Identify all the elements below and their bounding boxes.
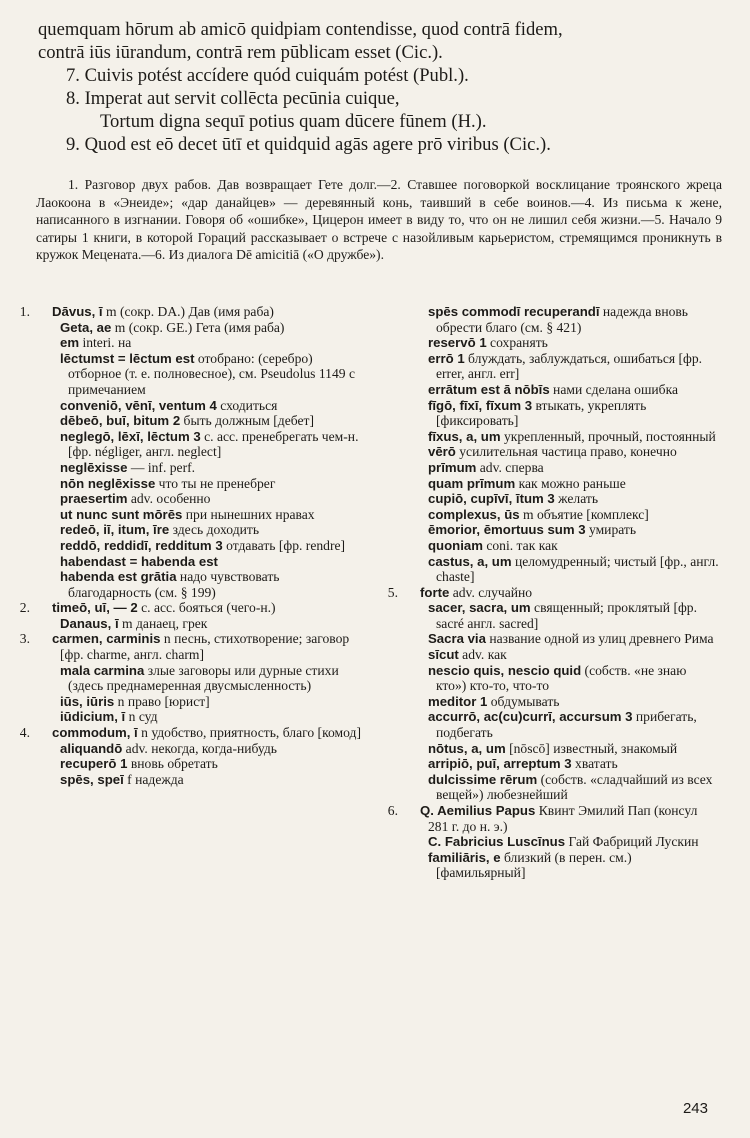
- definition: сходиться: [216, 397, 278, 413]
- headword: conveniō, vēnī, ventum 4: [60, 397, 217, 413]
- headword: complexus, ūs: [428, 506, 520, 522]
- headword: iūs, iūris: [60, 693, 115, 709]
- definition: Гай Фабриций Лускин: [565, 834, 699, 850]
- vocab-entry: [34, 398, 362, 414]
- definition: прибегать, подбегать: [436, 709, 697, 741]
- headword: sīcut: [428, 647, 459, 663]
- headword: em: [60, 335, 80, 351]
- quote-line: Tortum digna sequī potius quam dūcere fūnem (H.).: [100, 111, 487, 132]
- headword: recuperō 1: [60, 756, 128, 772]
- definition: священный; проклятый [фр. sacré англ. sacred]: [436, 600, 698, 631]
- headword: carmen, carminis: [52, 631, 161, 647]
- vocab-entry: [34, 569, 362, 600]
- definition: близкий (в перен. см.) [фамильярный]: [436, 849, 632, 881]
- definition: блуждать, заблуждаться, ошибаться [фр. errer, англ. err]: [436, 350, 703, 382]
- vocab-entry: [19, 631, 362, 663]
- vocab-entry: [402, 554, 720, 585]
- vocab-entry: [19, 725, 362, 741]
- headword: iūdicium, ī: [60, 709, 126, 725]
- headword: C. Fabricius Luscīnus: [428, 834, 566, 850]
- headword: nōtus, a, um: [428, 740, 506, 756]
- definition: при нынешних нравах: [182, 506, 315, 522]
- definition: что ты не пренебрег: [155, 475, 276, 491]
- vocab-entry: [402, 491, 720, 507]
- vocab-entry: [34, 522, 362, 538]
- vocab-entry: [34, 335, 362, 351]
- headword: mala carmina: [60, 662, 145, 678]
- quote-line: quemquam hōrum ab amicō quidpiam contendisse, quod contrā fidem,: [38, 19, 563, 40]
- entry-number: 1.: [19, 304, 30, 319]
- vocab-entry: [34, 320, 362, 336]
- entry-number: 5.: [387, 584, 398, 600]
- headword: castus, a, um: [428, 553, 512, 569]
- definition: adv. особенно: [127, 491, 211, 507]
- vocab-entry: [34, 460, 362, 476]
- headword: reddō, reddidī, redditum 3: [60, 537, 223, 553]
- definition: название одной из улиц древнего Рима: [485, 631, 714, 647]
- headword: habenda est grātia: [60, 569, 177, 585]
- definition: (собств. «сладчайший из всех вещей») любезнейший: [436, 771, 713, 803]
- definition: быть должным [дебет]: [180, 413, 314, 429]
- vocab-entry: [402, 429, 720, 445]
- definition: укрепленный, прочный, постоянный: [500, 428, 716, 444]
- headword: redeō, iī, itum, īre: [60, 522, 170, 538]
- headword: spēs commodī recuperandī: [428, 304, 600, 319]
- definition: нами сделана ошибка: [549, 381, 679, 397]
- headword: nōn neglēxisse: [60, 475, 156, 491]
- vocab-entry: [402, 382, 720, 398]
- definition: сохранять: [486, 335, 548, 351]
- page-number: 243: [682, 1100, 708, 1117]
- definition: злые заговоры или дурные стихи (здесь преднамеренная двусмысленность): [68, 662, 339, 694]
- headword: meditor 1: [428, 693, 488, 709]
- quote-line: 8. Imperat aut servit collēcta pecūnia cuique,: [66, 88, 400, 109]
- vocab-entry: [402, 663, 720, 694]
- vocab-entry: [402, 460, 720, 476]
- quote-line: 9. Quod est eō decet ūtī et quidquid agās agere prō viribus (Cic.).: [66, 134, 551, 155]
- definition: вновь обретать: [127, 756, 218, 772]
- vocab-entry: [34, 756, 362, 772]
- definition: interi. на: [79, 335, 132, 351]
- headword: ēmorior, ēmortuus sum 3: [428, 522, 586, 538]
- headword: aliquandō: [60, 740, 123, 756]
- vocab-entry: [402, 522, 720, 538]
- headword: Danaus, ī: [60, 615, 119, 631]
- definition: n песнь, стихотворение; заговор [фр. charme, англ. charm]: [60, 631, 350, 663]
- definition: хватать: [571, 756, 618, 772]
- definition: (собств. «не знаю кто») кто-то, что-то: [436, 662, 687, 694]
- quote-line: contrā iūs iūrandum, contrā rem pūblicam esset (Cic.).: [38, 42, 443, 63]
- vocab-entry: [402, 476, 720, 492]
- definition: m данаец, грек: [118, 615, 208, 631]
- definition: m (сокр. DA.) Дав (имя раба): [102, 304, 274, 319]
- definition: отобрано: (серебро) отборное (т. е. полновесное), см. Pseudolus 1149 с примечанием: [68, 350, 355, 397]
- headword: forte: [420, 584, 450, 600]
- vocab-entry: [387, 803, 720, 834]
- definition: отдавать [фр. rendre]: [222, 537, 346, 553]
- headword: errātum est ā nōbīs: [428, 381, 550, 397]
- headword: familiāris, e: [428, 849, 501, 865]
- definition: adv. как: [458, 647, 507, 663]
- vocab-entry: [34, 554, 362, 570]
- definition: надо чувствовать благодарность (см. § 199): [68, 569, 280, 600]
- headword: dēbeō, buī, bitum 2: [60, 413, 181, 429]
- headword: sacer, sacra, um: [428, 600, 531, 616]
- headword: lēctumst = lēctum est: [60, 350, 195, 366]
- vocab-entry: [34, 491, 362, 507]
- vocab-entry: [19, 304, 362, 320]
- entry-number: 4.: [19, 725, 30, 741]
- headword: vērō: [428, 444, 456, 460]
- headword: fīxus, a, um: [428, 428, 501, 444]
- entry-number: 6.: [387, 803, 398, 818]
- vocab-entry: [402, 507, 720, 523]
- definition: n право [юрист]: [114, 693, 210, 709]
- entry-number: 2.: [19, 600, 30, 616]
- latin-quotations: [38, 18, 738, 156]
- headword: prīmum: [428, 459, 477, 475]
- definition: усилительная частица право, конечно: [455, 444, 677, 460]
- vocab-entry: [402, 772, 720, 803]
- headword: Geta, ae: [60, 319, 112, 335]
- headword: Sacra via: [428, 631, 486, 647]
- headword: accurrō, ac(cu)currī, accursum 3: [428, 709, 633, 725]
- headword: praesertim: [60, 491, 128, 507]
- definition: Квинт Эмилий Пап (консул 281 г. до н. э.): [428, 803, 698, 834]
- vocab-entry: [34, 772, 362, 788]
- headword: nescio quis, nescio quid: [428, 662, 582, 678]
- vocab-entry: [402, 444, 720, 460]
- vocab-entry: [402, 398, 720, 429]
- vocab-entry: [34, 507, 362, 523]
- vocab-entry: [402, 741, 720, 757]
- vocab-entry: [402, 351, 720, 382]
- vocab-entry: [402, 694, 720, 710]
- headword: habendast = habenda est: [60, 553, 218, 569]
- vocab-entry: [34, 616, 362, 632]
- headword: spēs, speī: [60, 771, 124, 787]
- vocab-entry: [402, 538, 720, 554]
- headword: reservō 1: [428, 335, 487, 351]
- commentary-notes: 1. Разговор двух рабов. Дав возвращает Гете долг.—2. Ставшее поговоркой восклицание троянского жреца Лаокоона в «Энеиде»; «дар данайцев» — деревянный конь, таивший в себе воинов.—4. Из письма к жене, написанного в изгнании. Говоря об «ошибке», Цицерон имеет в виду то, что он не лишил себя жизни.—5. Начало 9 сатиры 1 книги, в которой Гораций рассказывает о встрече с назойливым карьеристом, стремящимся проникнуть в кружок Мецената.—6. Из диалога Dē amicitiā («О дружбе»).: [36, 177, 722, 263]
- vocabulary-left-column: [19, 304, 362, 787]
- quote-line: 7. Cuivis potést accídere quód cuiquám potést (Publ.).: [66, 65, 469, 86]
- headword: neglegō, lēxī, lēctum 3: [60, 428, 201, 444]
- vocab-entry: [402, 647, 720, 663]
- definition: adv. некогда, когда-нибудь: [122, 740, 277, 756]
- definition: умирать: [585, 522, 637, 538]
- definition: целомудренный; чистый [фр., англ. chaste]: [436, 553, 719, 585]
- vocab-entry: [34, 709, 362, 725]
- definition: желать: [554, 491, 599, 507]
- vocab-entry: [402, 756, 720, 772]
- vocab-entry: [34, 429, 362, 460]
- definition: надежда вновь обрести благо (см. § 421): [436, 304, 689, 335]
- definition: adv. случайно: [449, 584, 533, 600]
- vocab-entry: [402, 600, 720, 631]
- definition: обдумывать: [487, 693, 560, 709]
- headword: commodum, ī: [52, 725, 138, 741]
- entry-number: 3.: [19, 631, 30, 647]
- vocab-entry: [34, 741, 362, 757]
- headword: ut nunc sunt mōrēs: [60, 506, 183, 522]
- headword: Q. Aemilius Papus: [420, 803, 536, 818]
- headword: errō 1: [428, 350, 465, 366]
- definition: c. acc. пренебрегать чем-н. [фр. négliger, англ. neglect]: [68, 428, 359, 460]
- vocab-entry: [34, 538, 362, 554]
- vocab-entry: [402, 304, 720, 335]
- definition: n суд: [125, 709, 158, 725]
- headword: quam prīmum: [428, 475, 516, 491]
- definition: adv. сперва: [476, 459, 544, 475]
- definition: [nōscō] известный, знакомый: [505, 740, 678, 756]
- vocab-entry: [34, 413, 362, 429]
- headword: dulcissime rērum: [428, 771, 538, 787]
- headword: neglēxisse: [60, 459, 128, 475]
- definition: coni. так как: [482, 537, 558, 553]
- definition: втыкать, укреплять [фиксировать]: [436, 397, 647, 429]
- vocab-entry: [402, 709, 720, 740]
- definition: f надежда: [123, 771, 184, 787]
- vocab-entry: [402, 850, 720, 881]
- vocab-entry: [19, 600, 362, 616]
- vocab-entry: [402, 335, 720, 351]
- headword: quoniam: [428, 537, 483, 553]
- headword: fīgō, fīxī, fīxum 3: [428, 397, 533, 413]
- definition: m (сокр. GE.) Гета (имя раба): [111, 319, 285, 335]
- vocab-entry: [34, 476, 362, 492]
- definition: n удобство, приятность, благо [комод]: [137, 725, 361, 741]
- vocab-entry: [387, 584, 720, 601]
- definition: как можно раньше: [515, 475, 626, 491]
- definition: m объятие [комплекс]: [519, 506, 649, 522]
- definition: c. acc. бояться (чего-н.): [137, 600, 276, 616]
- vocab-entry: [34, 694, 362, 710]
- headword: Dāvus, ī: [52, 304, 103, 319]
- vocab-entry: [402, 631, 720, 647]
- headword: arripiō, puī, arreptum 3: [428, 756, 572, 772]
- definition: — inf. perf.: [127, 459, 196, 475]
- vocab-entry: [34, 351, 362, 398]
- vocab-entry: [34, 663, 362, 694]
- definition: здесь доходить: [169, 522, 260, 538]
- headword: timeō, uī, — 2: [52, 600, 138, 616]
- headword: cupiō, cupīvī, ītum 3: [428, 491, 555, 507]
- vocabulary-right-column: [387, 304, 720, 881]
- vocab-entry: [402, 834, 720, 850]
